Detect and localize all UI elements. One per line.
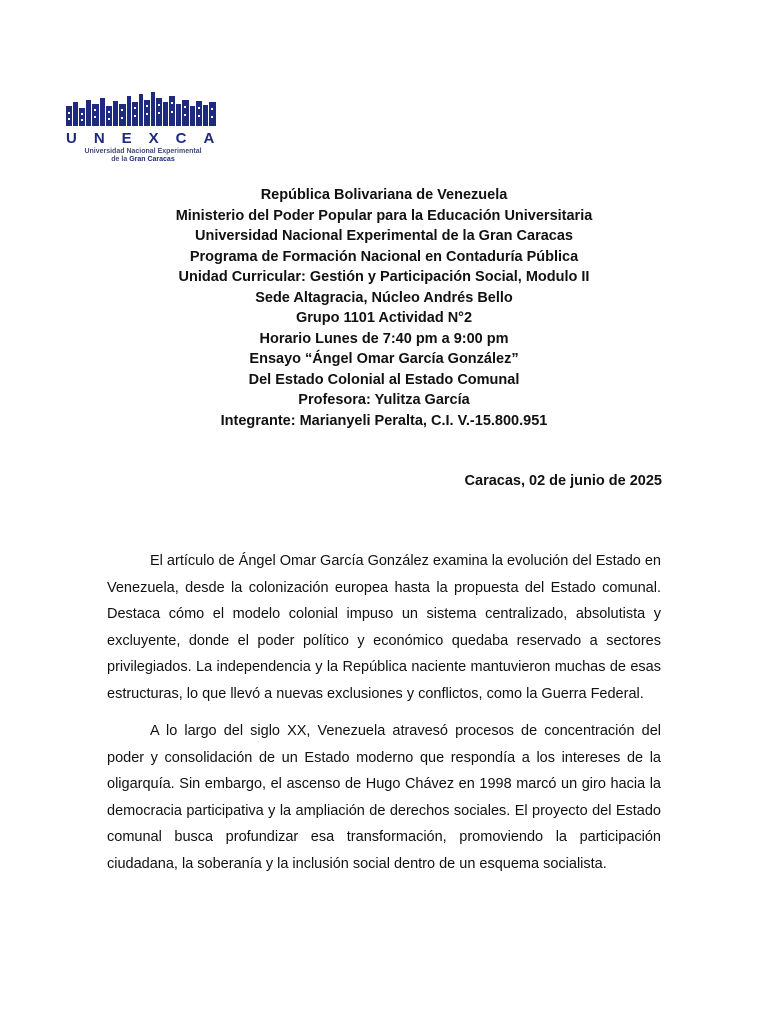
logo-subtitle-prefix: de la bbox=[111, 156, 130, 163]
header-line: Grupo 1101 Actividad N°2 bbox=[295, 310, 473, 326]
logo-subtitle-line2 bbox=[68, 156, 218, 164]
header-line: Integrante: Marianyeli Peralta, C.I. V.-15.800.951 bbox=[220, 412, 548, 429]
header-line: Ministerio del Poder Popular para la Educación Universitaria bbox=[175, 207, 593, 224]
header-line: Programa de Formación Nacional en Contaduría Pública bbox=[189, 248, 579, 265]
header-line: Ensayo “Ángel Omar García González” bbox=[249, 351, 519, 367]
header-line: Universidad Nacional Experimental de la Gran Caracas bbox=[195, 228, 573, 244]
header-line: Horario Lunes de 7:40 pm a 9:00 pm bbox=[259, 330, 509, 347]
document-header bbox=[104, 185, 664, 431]
header-line: República Bolivariana de Venezuela bbox=[260, 187, 508, 203]
header-line: Unidad Curricular: Gestión y Participación Social, Modulo II bbox=[178, 269, 590, 285]
header-line: Profesora: Yulitza García bbox=[298, 392, 470, 408]
unexca-logo bbox=[66, 92, 232, 166]
header-line: Del Estado Colonial al Estado Comunal bbox=[248, 371, 520, 388]
essay-body bbox=[107, 548, 661, 888]
city-skyline-icon bbox=[66, 92, 216, 126]
logo-subtitle-line1: Universidad Nacional Experimental bbox=[84, 148, 202, 155]
paragraph: El artículo de Ángel Omar García González examina la evolución del Estado en Venezuela, desde la colonización europea hasta la propuesta del Estado comunal. Destaca cómo el modelo colonial impuso un sistema centralizado, absolutista y excluyente, donde el poder político y económico quedaba reservado a sectores privilegiados. La independencia y la República naciente mantuvieron muchas de esas estructuras, lo que llevó a nuevas exclusiones y conflictos, como la Guerra Federal. bbox=[107, 553, 661, 702]
header-line: Sede Altagracia, Núcleo Andrés Bello bbox=[255, 289, 513, 306]
paragraph: A lo largo del siglo XX, Venezuela atravesó procesos de concentración del poder y consolidación de un Estado moderno que respondía a los intereses de la oligarquía. Sin embargo, el ascenso de Hugo Chávez en 1998 marcó un giro hacia la democracia participativa y la ampliación de derechos sociales. El proyecto del Estado comunal busca profundizar esa transformación, promoviendo la participación ciudadana, la soberanía y la inclusión social dentro de un esquema socialista. bbox=[107, 723, 661, 872]
logo-subtitle-strong: Gran Caracas bbox=[129, 156, 175, 163]
logo-wordmark: UNEXCA bbox=[66, 130, 232, 147]
logo-subtitle bbox=[68, 148, 218, 164]
document-date: Caracas, 02 de junio de 2025 bbox=[464, 473, 662, 489]
